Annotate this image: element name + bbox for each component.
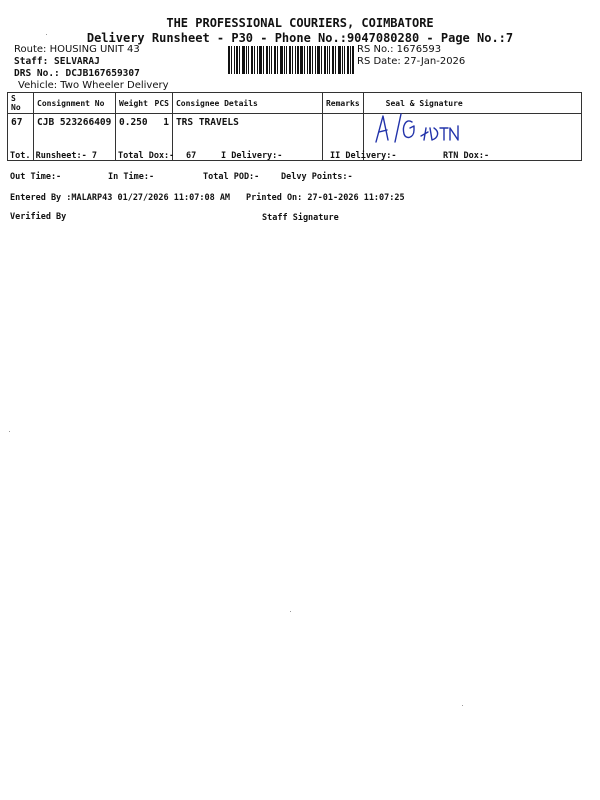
col-remarks: Remarks — [322, 93, 363, 114]
runsheet-title: Delivery Runsheet - P30 - Phone No.:9047080280 - Page No.:7 — [86, 31, 514, 45]
cell-pcs: 1 — [152, 114, 173, 161]
cell-consignee: TRS TRAVELS — [172, 114, 322, 161]
col-consignment-no: Consignment No — [34, 93, 116, 114]
cell-sno: 67 — [8, 114, 34, 161]
col-pcs: PCS — [152, 93, 173, 114]
total-runsheet: Tot. Runsheet:- 7 — [10, 151, 97, 161]
verified-by: Verified By — [10, 212, 67, 222]
out-time: Out Time:- — [10, 172, 62, 182]
barcode — [228, 46, 354, 74]
printed-on: Printed On: 27-01-2026 11:07:25 — [246, 193, 405, 203]
company-name: THE PROFESSIONAL COURIERS, COIMBATORE — [166, 16, 434, 30]
delvy-points: Delvy Points:- — [281, 172, 353, 182]
in-time: In Time:- — [108, 172, 155, 182]
col-seal-signature: Seal & Signature — [363, 93, 581, 114]
vehicle-label: Vehicle: Two Wheeler Delivery — [18, 80, 169, 91]
col-consignee-details: Consignee Details — [172, 93, 322, 114]
rtn-dox: RTN Dox:- — [443, 151, 490, 161]
total-dox-value: 67 — [186, 151, 197, 161]
rs-number: RS No.: 1676593 — [357, 44, 442, 55]
entered-by: Entered By :MALARP43 01/27/2026 11:07:08 AM — [10, 193, 231, 203]
table-header-row — [8, 93, 582, 114]
col-sno: S No — [8, 93, 34, 114]
cell-consignment: CJB 523266409 — [34, 114, 116, 161]
staff-signature-label: Staff Signature — [262, 213, 339, 223]
scan-speck — [46, 34, 47, 35]
i-delivery: I Delivery:- — [221, 151, 283, 161]
scan-speck — [290, 611, 291, 612]
route-label: Route: HOUSING UNIT 43 — [14, 44, 140, 55]
drs-number: DRS No.: DCJB167659307 — [14, 68, 140, 79]
handwritten-signature — [368, 106, 468, 156]
ii-delivery: II Delivery:- — [330, 151, 397, 161]
col-weight: Weight — [116, 93, 152, 114]
rs-date: RS Date: 27-Jan-2026 — [357, 56, 466, 67]
total-dox-label: Total Dox:- — [118, 151, 175, 161]
scan-speck — [9, 431, 10, 432]
scan-speck — [462, 705, 463, 706]
staff-label: Staff: SELVARAJ — [14, 56, 100, 67]
total-pod: Total POD:- — [203, 172, 260, 182]
cell-weight: 0.250 — [116, 114, 152, 161]
